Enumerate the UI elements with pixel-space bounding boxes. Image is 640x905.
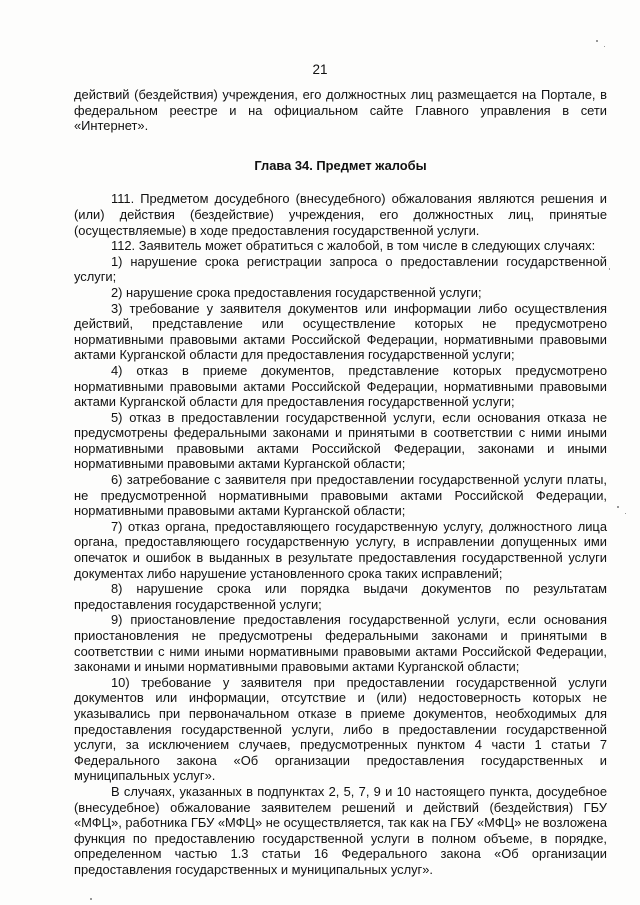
list-item-8: 8) нарушение срока или порядка выдачи документов по результатам предоставления государственной услуги; (74, 581, 607, 612)
scan-speck (625, 513, 626, 514)
paragraph-112: 112. Заявитель может обратиться с жалобой, в том числе в следующих случаях: (111, 238, 596, 254)
list-item-6: 6) затребование с заявителя при предоставлении государственной услуги платы, не предусмотренной нормативными правовыми актами Российской Федерации, нормативными правовыми актами Курганской области; (74, 472, 607, 519)
list-item-5: 5) отказ в предоставлении государственной услуги, если основания отказа не предусмотрены федеральными законами и принятыми в соответствии с ними иными нормативными правовыми актами Российской Федерации, законами и иными нормативными правовыми актами Курганской области; (74, 409, 607, 472)
scan-speck (596, 40, 598, 42)
list-item-1: 1) нарушение срока регистрации запроса о предоставлении государственной услуги; (74, 253, 607, 285)
paragraph-111: 111. Предметом досудебного (внесудебного) обжалования являются решения и (или) действия (бездействие) учреждения, его должностных лиц, принятые (осуществляемые) в ходе предоставления государственной услуги. (74, 191, 607, 238)
list-item-9: 9) приостановление предоставления государственной услуги, если основания приостановления не предусмотрены федеральными законами и принятыми в соответствии с ними иными нормативными правовыми актами Российской Федерации, законами и иными нормативными правовыми актами Курганской области; (74, 612, 607, 675)
page-number: 21 (312, 62, 328, 77)
closing-paragraph: В случаях, указанных в подпунктах 2, 5, 7, 9 и 10 настоящего пункта, досудебное (внесудебное) обжалование заявителем решений и действий (бездействия) ГБУ «МФЦ», работника ГБУ «МФЦ» не осуществляется, так как на ГБУ «МФЦ» не возложена функция по предоставлению государственной услуги в полном объеме, в порядке, определенном частью 1.3 статьи 16 Федерального закона «Об организации предоставления государственных и муниципальных услуг». (74, 783, 607, 877)
list-item-10: 10) требование у заявителя при предоставлении государственной услуги документов или информации, отсутствие и (или) недостоверность которых не указывались при первоначальном отказе в приеме документов, необходимых для предоставления государственной услуги, либо в предоставлении государственной услуги, за исключением случаев, предусмотренных пунктом 4 части 1 статьи 7 Федерального закона «Об организации предоставления государственных и муниципальных услуг». (74, 674, 607, 784)
scan-speck (604, 46, 605, 47)
chapter-heading: Глава 34. Предмет жалобы (254, 157, 427, 173)
intro-paragraph: действий (бездействия) учреждения, его должностных лиц размещается на Портале, в федеральном реестре и на официальном сайте Главного управления в сети «Интернет». (74, 87, 607, 134)
scan-speck (90, 898, 92, 900)
list-item-7: 7) отказ органа, предоставляющего государственную услугу, должностного лица органа, предоставляющего государственную услугу, в исправлении допущенных ими опечаток и ошибок в выданных в результате предоставления государственной услуги документах либо нарушение установленного срока таких исправлений; (74, 518, 607, 581)
list-item-4: 4) отказ в приеме документов, представление которых предусмотрено нормативными правовыми актами Российской Федерации, нормативными правовыми актами Курганской области для предоставления государственной услуги; (74, 362, 607, 410)
list-item-3: 3) требование у заявителя документов или информации либо осуществления действий, представление или осуществление которых не предусмотрено нормативными правовыми актами Российской Федерации, нормативными правовыми актами Курганской области для предоставления государственной услуги; (74, 300, 607, 363)
list-item-2: 2) нарушение срока предоставления государственной услуги; (111, 284, 482, 300)
document-body (74, 87, 607, 878)
scan-speck (609, 268, 610, 270)
scan-speck (617, 506, 619, 508)
